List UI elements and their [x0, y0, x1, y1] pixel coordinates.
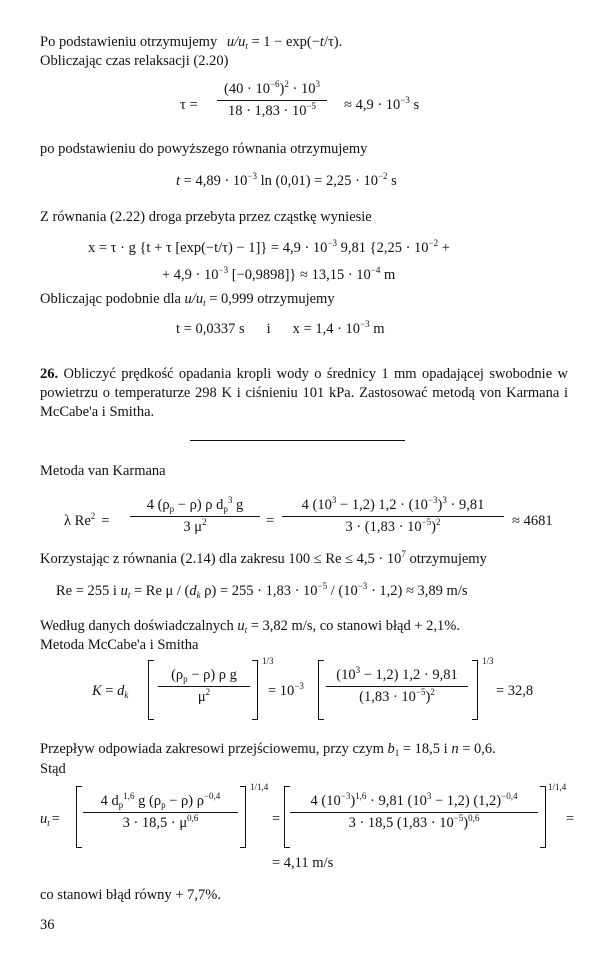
equation: = $10^{-3}$	[268, 681, 304, 699]
exponent: 1/1,4	[548, 782, 567, 792]
fraction-denominator: $18 \cdot 1,83 \cdot 10^{-5}$	[227, 101, 317, 119]
equation: $t = 4,89 \cdot 10^{-3}$ $\ln (0,01) = 2,25 \cdot 10^{-2}$ s	[176, 171, 397, 189]
text-line: Przepływ odpowiada zakresowi przejściowemu, przy czym $b_1 = 18,5$ i n = 0,6.	[40, 741, 496, 758]
equation-result: = 4,11 m/s	[272, 855, 334, 871]
bracket-left	[76, 786, 82, 848]
text-line: co stanowi błąd równy + 7,7%.	[40, 887, 221, 903]
fraction: 4 $(\rho_p - \rho)$ ρ $d_p^3$ g 3 $\mu^2$	[130, 496, 260, 537]
fraction-bar	[326, 686, 468, 687]
equation: t = 0,0337 s i $x = 1,4 \cdot 10^{-3}$ m	[176, 319, 385, 337]
text-line: Z równania (2.22) droga przebyta przez cząstkę wyniesie	[40, 209, 372, 225]
bracket-right	[252, 660, 258, 720]
equation-rhs: ≈ $4,9 \cdot 10^{-3}$ s	[344, 95, 420, 113]
text-line: Stąd	[40, 761, 66, 777]
fraction-bar	[158, 686, 250, 687]
bracket-left	[318, 660, 324, 720]
text-line: Obliczając podobnie dla $u/u_t = 0,999$ otrzymujemy	[40, 291, 335, 308]
section-heading: Metoda van Karmana	[40, 463, 166, 479]
equation: Re = 255 i $u_t = Re$ μ / ($d_k$ $\rho) = 255 \cdot 1,83 \cdot 10^{-5} / (10^{-3} \cdot 1,2) \approx 3,89$ m/s	[56, 581, 468, 600]
fraction-bar	[130, 516, 260, 517]
equation-lhs: λ $Re^2$ =	[64, 511, 110, 529]
bracket-left	[148, 660, 154, 720]
fraction: 4 $(10^3 - 1,2) 1,2 \cdot (10^{-3})^3 \cdot 9,81$ $3 \cdot (1,83 \cdot 10^{-5})^2$	[282, 496, 504, 537]
fraction-numerator: $(40 \cdot 10^{-6})^2 \cdot 10^3$	[224, 79, 320, 97]
fraction: $(10^3 - 1,2) 1,2 \cdot 9,81$ $(1,83 \cdot 10^{-5})^2$	[326, 666, 468, 707]
fraction: 4 $(10^{-3})^{1,6} \cdot 9,81$ $(10^3 - 1,2)$ $(1,2)^{-0,4}$ 3 · 18,5 $(1,83 \cdot 10^{-5})^{0,6}$	[290, 792, 538, 833]
problem-statement: 26. Obliczyć prędkość opadania kropli wody o średnicy 1 mm opadającej swobodnie w powietrzu o temperaturze 298 K i ciśnieniu 101 kPa. Zastosować metodą von Karmana i McCabe'a i Smitha.	[40, 366, 568, 420]
exponent: 1/3	[482, 656, 494, 666]
equation: + $4,9 \cdot 10^{-3}$ $[-0,9898]\} \approx 13,15 \cdot 10^{-4}$ m	[162, 265, 396, 283]
page-number: 36	[40, 917, 55, 933]
text-line: Obliczając czas relaksacji (2.20)	[40, 53, 229, 69]
equation-rhs: ≈ 4681	[512, 513, 553, 529]
equation-inline: $u/u_t = 1 - \exp(-t/\tau)$.	[226, 34, 343, 51]
bracket-right	[540, 786, 546, 848]
fraction-bar	[282, 516, 504, 517]
fraction-bar	[290, 812, 538, 813]
text-line: Według danych doświadczalnych $u_t = 3,82$ m/s, co stanowi błąd + 2,1%.	[40, 618, 461, 635]
equation-lhs: $u_t$ =	[40, 811, 60, 828]
section-heading: Metoda McCabe'a i Smitha	[40, 637, 199, 653]
bracket-right	[472, 660, 478, 720]
exponent: 1/3	[262, 656, 274, 666]
equals-sign: =	[272, 811, 281, 827]
equation-lhs: τ =	[180, 97, 198, 113]
fraction	[217, 80, 327, 121]
section-divider	[190, 440, 405, 441]
exponent: 1/1,4	[250, 782, 269, 792]
fraction-bar	[83, 812, 238, 813]
text-line	[40, 33, 342, 52]
equals-sign: =	[566, 811, 575, 827]
text-line: Korzystając z równania (2.14) dla zakresu $100 \le Re \le 4,5 \cdot 10^7$ otrzymujemy	[40, 549, 487, 567]
text-fragment: Po podstawieniu otrzymujemy	[40, 34, 218, 50]
equation: x = τ · g {t + τ $[\exp(-t/\tau) - 1]\} = 4,9 \cdot 10^{-3}$ 9,81 {$2,25 \cdot 10^{-2}$ +	[88, 238, 450, 256]
equation-lhs: $K = d_k$	[92, 683, 129, 700]
bracket-right	[240, 786, 246, 848]
equals-sign: =	[266, 513, 275, 529]
fraction: $(\rho_p - \rho)$ ρ g $\mu^2$	[158, 666, 250, 707]
text-line: po podstawieniu do powyższego równania otrzymujemy	[40, 141, 368, 157]
equation-rhs: = 32,8	[496, 683, 534, 699]
fraction: 4 $d_p^{1,6}$ g $(\rho_p - \rho)$ $\rho^{-0,4}$ $3 \cdot 18,5 \cdot \mu^{0,6}$	[83, 792, 238, 833]
